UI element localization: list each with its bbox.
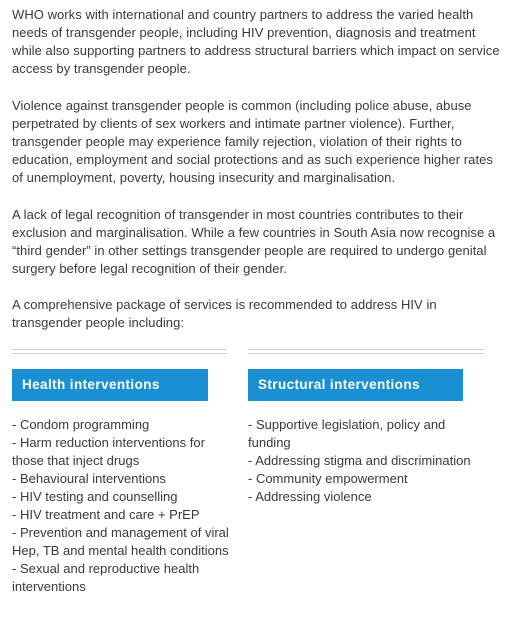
structural-interventions-list [248,416,482,506]
list-item: - Community empowerment [248,471,408,486]
intro-paragraph-package: A comprehensive package of services is recommended to address HIV in transgender people including: [12,297,437,330]
column-divider-right [248,349,484,354]
list-item: - Behavioural interventions [12,471,166,486]
list-item: - Condom programming [12,417,150,432]
list-item: - Sexual and reproductive health interventions [12,561,200,594]
list-item: - HIV testing and counselling [12,489,178,504]
list-item: - Addressing violence [248,489,372,504]
list-item: - Addressing stigma and discrimination [248,453,471,468]
list-item: - Prevention and management of viral Hep, TB and mental health conditions [12,525,229,558]
list-item: - HIV treatment and care + PrEP [12,507,200,522]
column-divider-left [12,349,227,354]
health-interventions-list [12,416,230,596]
list-item: - Harm reduction interventions for those that inject drugs [12,435,205,468]
intro-paragraph-legal-recognition: A lack of legal recognition of transgender in most countries contributes to their exclusion and marginalisation. While a few countries in South Asia now recognise a “third gender” in other settings transgender people are required to undergo genital surgery before legal recognition of their gender. [12,207,496,276]
structural-interventions-header: Structural interventions [248,369,463,401]
list-item: - Supportive legislation, policy and funding [248,417,446,450]
intro-paragraph-who-partners: WHO works with international and country partners to address the varied health needs of transgender people, including HIV prevention, diagnosis and treatment while also supporting partners to address structural barriers which impact on service access by transgender people. [12,7,500,76]
health-interventions-header: Health interventions [12,369,208,401]
intro-paragraph-violence: Violence against transgender people is common (including police abuse, abuse perpetrated by clients of sex workers and intimate partner violence). Further, transgender people may experience family rejection, violation of their rights to education, employment and social protections and as such experience higher rates of unemployment, poverty, housing insecurity and marginalisation. [12,98,493,185]
